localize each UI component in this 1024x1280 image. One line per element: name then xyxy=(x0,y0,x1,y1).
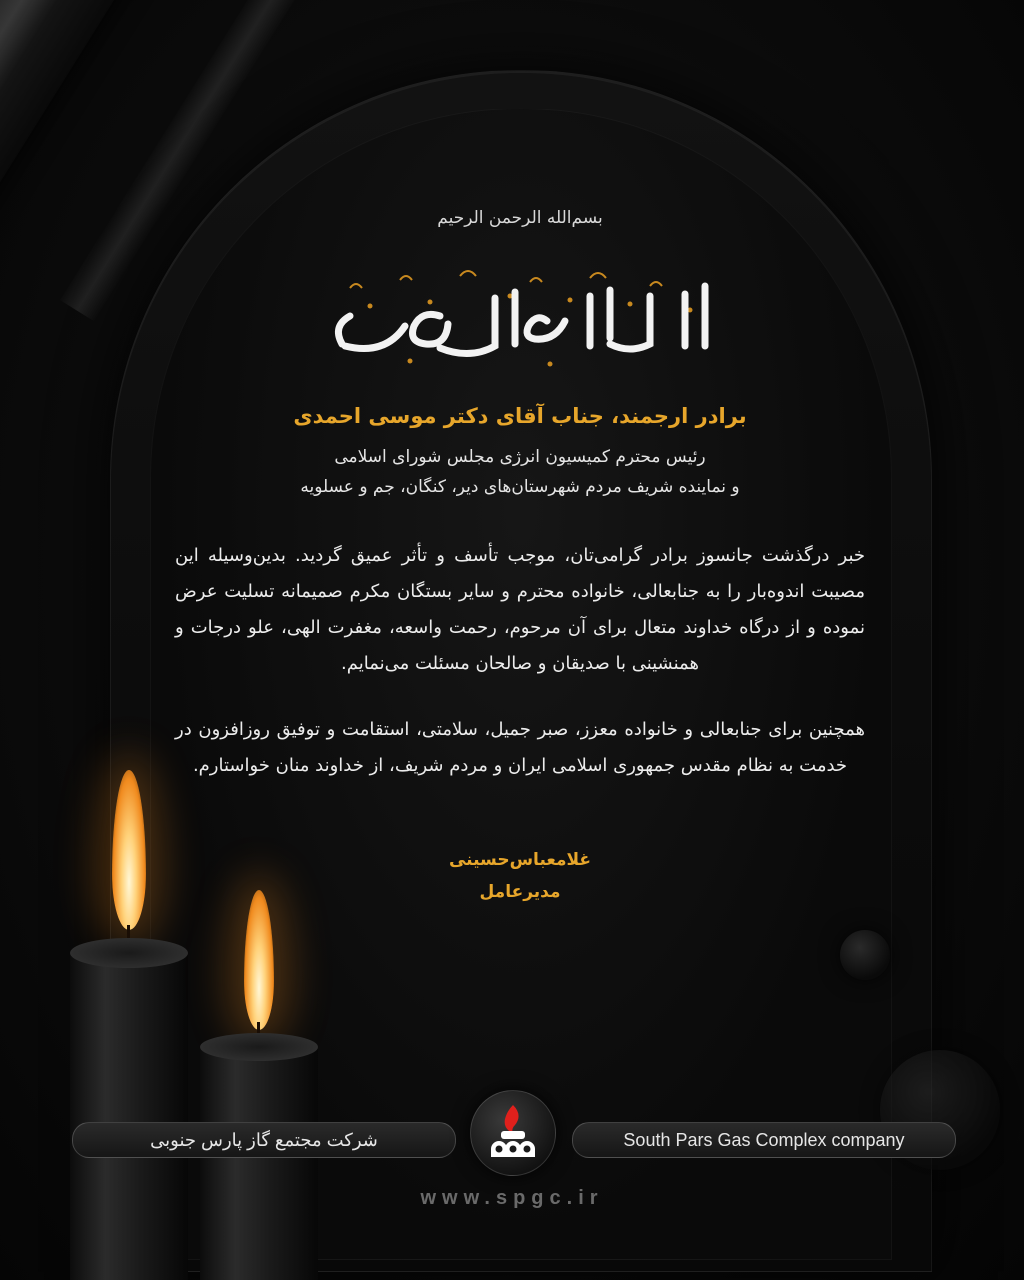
company-name-en: South Pars Gas Complex company xyxy=(572,1122,956,1158)
decorative-orb xyxy=(840,930,890,980)
website-link[interactable]: www.spgc.ir xyxy=(420,1187,604,1209)
wishes-paragraph: همچنین برای جنابعالی و خانواده معزز، صبر جمیل، سلامتی، استقامت و توفیق روزافزون در خدمت به نظام مقدس جمهوری اسلامی ایران و مردم شریف، از خداوند منان خواستارم. xyxy=(175,719,865,776)
addressee-title: برادر ارجمند، جناب آقای دکتر موسی احمدی xyxy=(293,404,747,428)
candle-small-top xyxy=(200,1033,318,1061)
signature-block xyxy=(170,844,870,908)
bismillah-text: بسم‌الله الرحمن الرحیم xyxy=(437,208,603,228)
inna-lillah-calligraphy xyxy=(310,266,730,376)
condolence-message xyxy=(170,200,870,908)
condolence-paragraph: خبر درگذشت جانسوز برادر گرامی‌تان، موجب تأسف و تأثر عمیق گردید. بدین‌وسیله این مصیبت اندوه‌بار را به جنابعالی، خانواده محترم و سایر بستگان مکرم صمیمانه تسلیت عرض نموده و از درگاه خداوند متعال برای آن مرحوم، رحمت واسعه، مغفرت الهی، علو درجات و همنشینی با صدیقان و صالحان مسئلت می‌نمایم. xyxy=(175,545,865,674)
candle-large-top xyxy=(70,938,188,968)
signer-name: غلامعباس‌حسینی xyxy=(448,850,592,870)
role-line: و نماینده شریف مردم شهرستان‌های دیر، کنگان، جم و عسلویه xyxy=(300,477,740,497)
candle-small xyxy=(200,1045,318,1280)
role-line: رئیس محترم کمیسیون انرژی مجلس شورای اسلامی xyxy=(334,447,706,467)
spgc-flame-logo-icon xyxy=(471,1091,555,1175)
company-name-fa: شرکت مجتمع گاز پارس جنوبی xyxy=(72,1122,456,1158)
addressee-roles xyxy=(170,442,870,502)
candle-large xyxy=(70,950,188,1280)
candle-wick xyxy=(127,925,130,939)
signer-title: مدیرعامل xyxy=(479,882,561,902)
spgc-logo xyxy=(470,1090,556,1176)
